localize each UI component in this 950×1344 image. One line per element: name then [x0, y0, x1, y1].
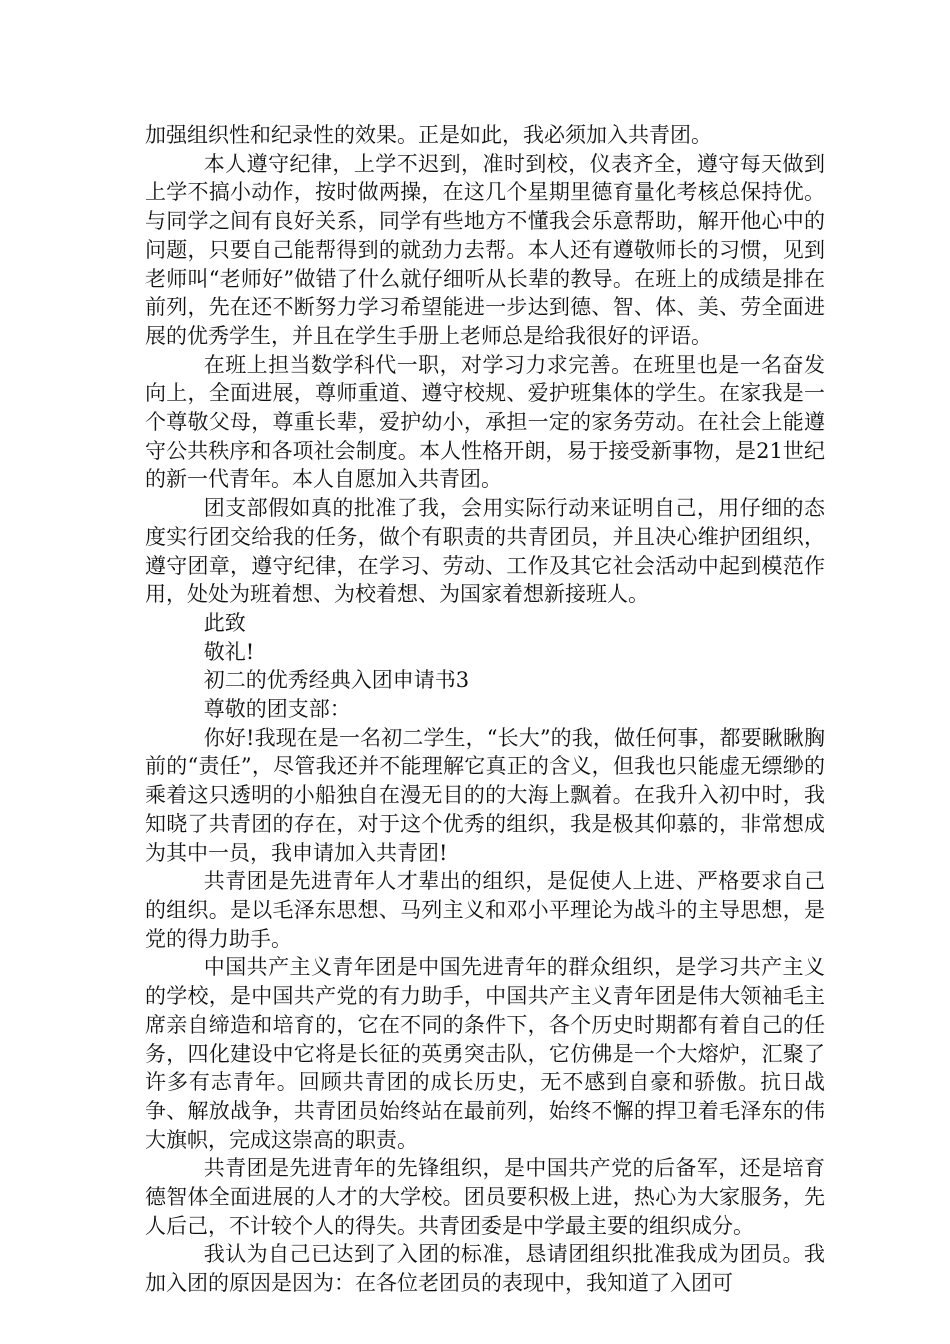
paragraph-discipline: 本人遵守纪律，上学不迟到，准时到校，仪表齐全，遵守每天做到上学不搞小动作，按时做两操，在这几个星期里德育量化考核总保持优。与同学之间有良好关系，同学有些地方不懂我会乐意帮助，解开他心中的问题，只要自己能帮得到的就劲力去帮。本人还有遵敬师长的习惯，见到老师叫“老师好”做错了什么就仔细听从长辈的教导。在班上的成绩是排在前列，先在还不断努力学习希望能进一步达到德、智、体、美、劳全面进展的优秀学生，并且在学生手册上老师总是给我很好的评语。 — [145, 151, 825, 348]
paragraph-league-vanguard: 共青团是先进青年的先锋组织，是中国共产党的后备军，还是培育德智体全面进展的人才的大学校。团员要积极上进，热心为大家服务，先人后己，不计较个人的得失。共青团委是中学最主要的组织成分。 — [145, 1156, 825, 1238]
paragraph-commitment: 团支部假如真的批准了我，会用实际行动来证明自己，用仔细的态度实行团交给我的任务，做个有职责的共青团员，并且决心维护团组织，遵守团章，遵守纪律，在学习、劳动、工作及其它社会活动中起到模范作用，处处为班着想、为校着想、为国家着想新接班人。 — [145, 496, 825, 607]
greeting: 尊敬的团支部： — [203, 697, 351, 722]
document-page — [145, 121, 825, 1298]
closing-salutation: 此致 — [203, 610, 246, 635]
paragraph-class-role: 在班上担当数学科代一职，对学习力求完善。在班里也是一名奋发向上，全面进展，尊师重道、遵守校规、爱护班集体的学生。在家我是一个尊敬父母，尊重长辈，爱护幼小，承担一定的家务劳动。在社会上能遵守公共秩序和各项社会制度。本人性格开朗，易于接受新事物，是21世纪的新一代青年。本人自愿加入共青团。 — [145, 352, 825, 492]
paragraph-application-reason: 我认为自己已达到了入团的标准，恳请团组织批准我成为团员。我加入团的原因是因为：在各位老团员的表现中，我知道了入团可 — [145, 1242, 825, 1296]
paragraph-league-history: 中国共产主义青年团是中国先进青年的群众组织，是学习共产主义的学校，是中国共产党的有力助手，中国共产主义青年团是伟大领袖毛主席亲自缔造和培育的，它在不同的条件下，各个历史时期都有着自己的任务，四化建设中它将是长征的英勇突击队，它仿佛是一个大熔炉，汇聚了许多有志青年。回顾共青团的成长历史，无不感到自豪和骄傲。抗日战争、解放战争，共青团员始终站在最前列，始终不懈的捍卫着毛泽东的伟大旗帜，完成这崇高的职责。 — [145, 955, 825, 1152]
paragraph-league-organization: 共青团是先进青年人才辈出的组织，是促使人上进、严格要求自己的组织。是以毛泽东思想、马列主义和邓小平理论为战斗的主导思想，是党的得力助手。 — [145, 869, 825, 951]
section-title: 初二的优秀经典入团申请书3 — [203, 668, 470, 693]
closing-regards: 敬礼! — [203, 639, 255, 664]
paragraph-introduction: 你好!我现在是一名初二学生，“长大”的我，做任何事，都要瞅瞅胸前的“责任”，尽管我还并不能理解它真正的含义，但我也只能虚无缥缈的乘着这只透明的小船独自在漫无目的的大海上飘着。在我升入初中时，我知晓了共青团的存在，对于这个优秀的组织，我是极其仰慕的，非常想成为其中一员，我申请加入共青团! — [145, 725, 825, 865]
paragraph-continuation: 加强组织性和纪录性的效果。正是如此，我必须加入共青团。 — [145, 123, 712, 147]
